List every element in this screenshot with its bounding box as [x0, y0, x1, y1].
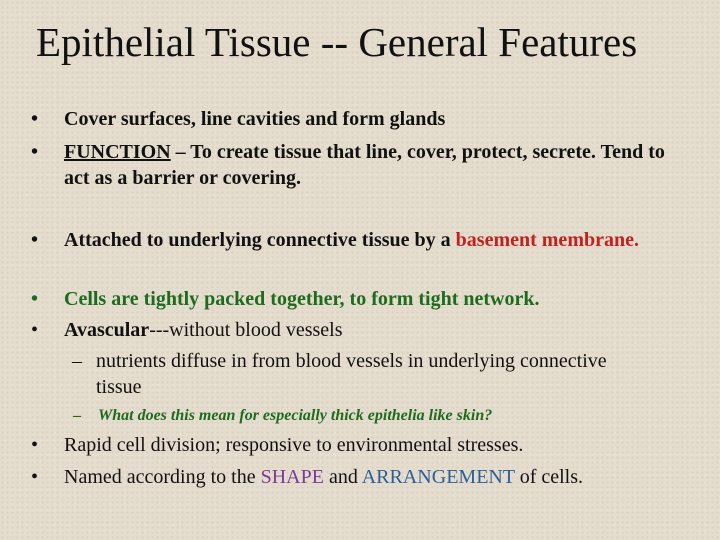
bullet-dot: • — [31, 434, 39, 456]
bullet-tight-cells — [31, 286, 674, 312]
bullet-text: Attached to underlying connective tissue by a — [64, 229, 456, 251]
bullet-dot: • — [31, 319, 39, 341]
dash-marker: – — [73, 407, 81, 424]
bullet-text: – To create tissue that line, cover, protect, secrete. Tend to act as a barrier or covering. — [64, 141, 665, 189]
bullet-cover-surfaces — [31, 106, 674, 132]
bullet-dot: • — [31, 141, 39, 163]
bullet-dot: • — [31, 108, 39, 130]
shape-term: SHAPE — [260, 466, 324, 488]
avascular-term: Avascular — [64, 319, 150, 341]
subbullet-text: nutrients diffuse in from blood vessels in underlying connective tissue — [96, 350, 607, 398]
bullet-dot: • — [31, 229, 39, 251]
subbullet-nutrients — [72, 348, 636, 400]
bullet-text: Rapid cell division; responsive to environmental stresses. — [64, 434, 524, 456]
bullet-function — [31, 139, 674, 191]
subbullet-question — [73, 406, 658, 426]
bullet-text: Named according to the — [64, 466, 261, 488]
bullet-cell-division — [31, 432, 674, 458]
bullet-text: ---without blood vessels — [149, 319, 343, 341]
bullet-dot: • — [31, 466, 39, 488]
slide-title: Epithelial Tissue -- General Features — [36, 19, 638, 65]
bullet-avascular — [31, 317, 674, 343]
bullet-dot: • — [31, 288, 39, 310]
function-label: FUNCTION — [64, 141, 171, 163]
dash-marker: – — [72, 350, 82, 372]
bullet-text-mid: and — [323, 466, 362, 488]
bullet-basement-membrane — [31, 227, 674, 253]
basement-membrane-term: basement membrane. — [455, 229, 639, 251]
question-text: What does this mean for especially thick epithelia like skin? — [98, 407, 493, 424]
bullet-text-end: of cells. — [514, 466, 584, 488]
bullet-named-according — [31, 464, 664, 490]
bullet-text: Cover surfaces, line cavities and form glands — [64, 108, 446, 130]
arrangement-term: ARRANGEMENT — [361, 466, 515, 488]
bullet-text: Cells are tightly packed together, to form tight network. — [64, 288, 540, 310]
